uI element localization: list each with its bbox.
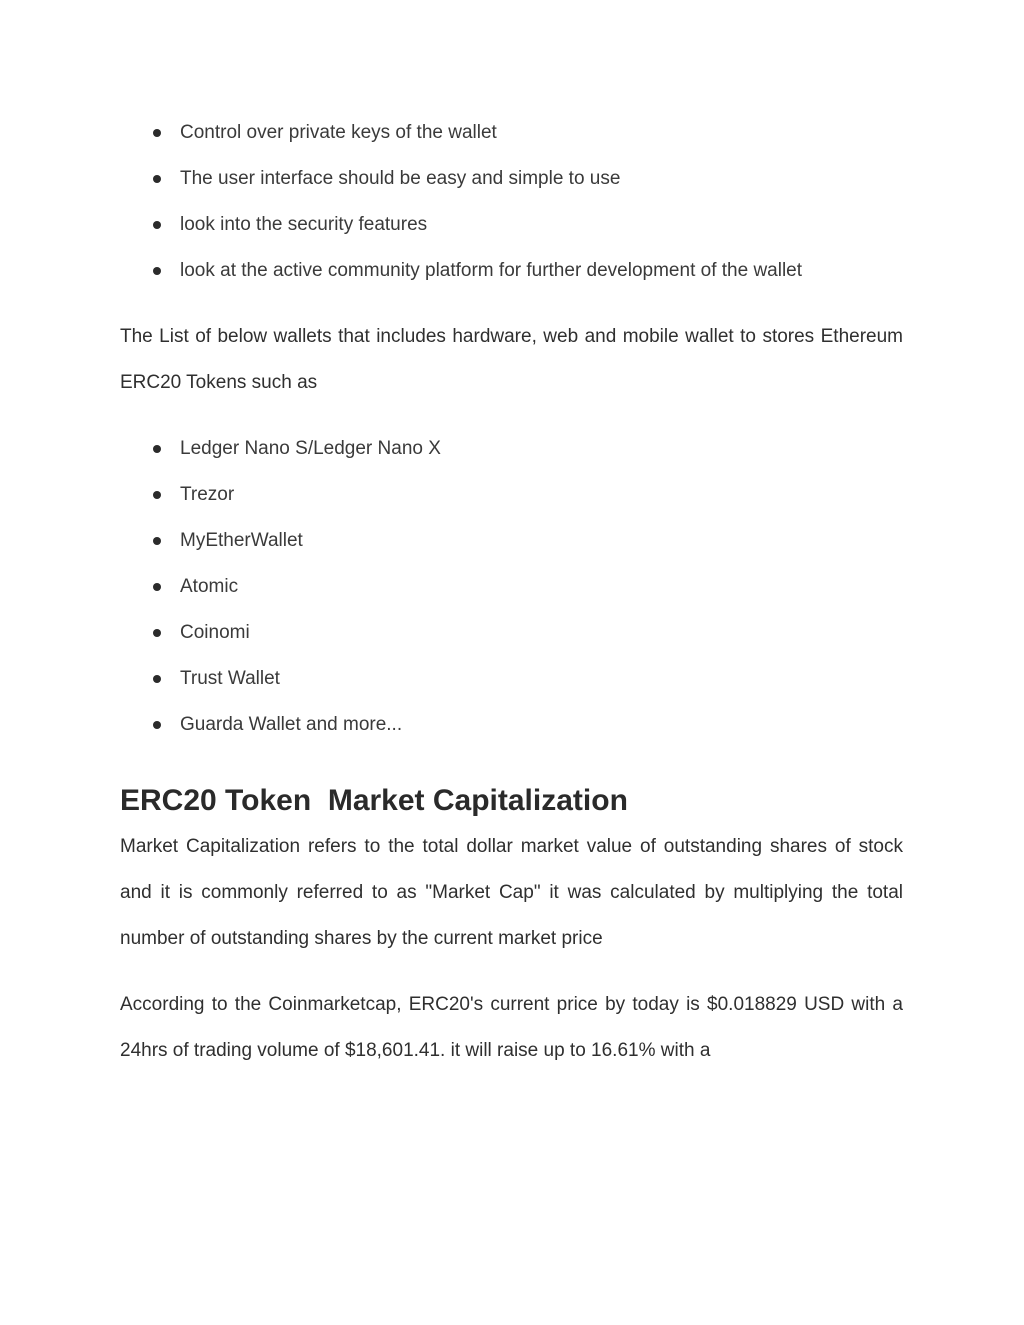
wallets-intro-paragraph: The List of below wallets that includes hardware, web and mobile wallet to stores Ethereum ERC20 Tokens such as bbox=[120, 326, 903, 393]
list-item: Control over private keys of the wallet bbox=[120, 110, 903, 156]
list-item: MyEtherWallet bbox=[120, 518, 903, 564]
coinmarketcap-paragraph: According to the Coinmarketcap, ERC20's current price by today is $0.018829 USD with a 24hrs of trading volume of $18,601.41. it will raise up to 16.61% with a bbox=[120, 994, 903, 1061]
list-item: Guarda Wallet and more... bbox=[120, 702, 903, 748]
wallets-list bbox=[120, 426, 903, 748]
wallet-criteria-list bbox=[120, 110, 903, 294]
list-item: The user interface should be easy and simple to use bbox=[120, 156, 903, 202]
list-item: look at the active community platform for further development of the wallet bbox=[120, 248, 903, 294]
list-item: Coinomi bbox=[120, 610, 903, 656]
list-item: Trust Wallet bbox=[120, 656, 903, 702]
list-item: Trezor bbox=[120, 472, 903, 518]
document-page bbox=[120, 110, 903, 1074]
list-item: Ledger Nano S/Ledger Nano X bbox=[120, 426, 903, 472]
list-item: Atomic bbox=[120, 564, 903, 610]
market-cap-paragraph: Market Capitalization refers to the total dollar market value of outstanding shares of stock and it is commonly referred to as "Market Cap" it was calculated by multiplying the total number of outstanding shares by the current market price bbox=[120, 836, 903, 949]
section-heading: ERC20 Token Market Capitalization bbox=[120, 784, 628, 817]
list-item: look into the security features bbox=[120, 202, 903, 248]
